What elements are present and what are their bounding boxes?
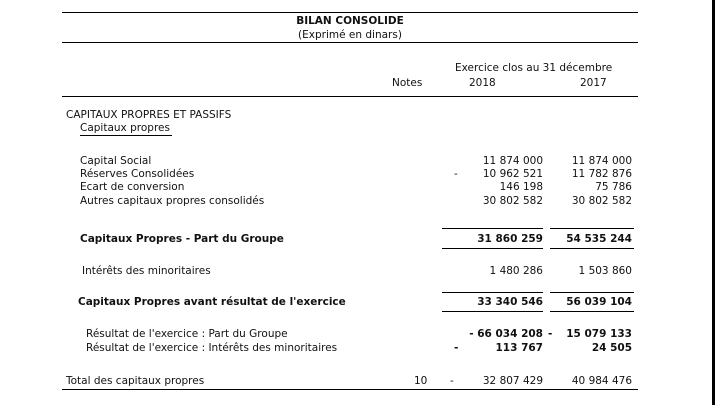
row-ecart-label: Ecart de conversion [80,181,185,193]
row-resultat-minoritaires-2017: 24 505 [591,342,632,354]
row-capital-social-2018: 11 874 000 [482,155,543,167]
part-groupe-2018-rule [442,228,543,229]
row-minoritaires-2017: 1 503 860 [578,265,632,277]
row-resultat-groupe-label: Résultat de l'exercice : Part du Groupe [86,328,288,340]
part-groupe-2017-underline [550,248,634,249]
report-title: BILAN CONSOLIDE [296,15,404,27]
total-underline [62,389,638,390]
row-part-groupe-2018: 31 860 259 [477,233,543,245]
row-minoritaires-label: Intérêts des minoritaires [82,265,211,277]
row-reserves-label: Réserves Consolidées [80,168,195,180]
row-capital-social-2017: 11 874 000 [571,155,632,167]
row-autres-label: Autres capitaux propres consolidés [80,195,265,207]
avant-resultat-2017-underline [550,311,634,312]
row-resultat-groupe-2017: 15 079 133 [566,328,632,340]
section-title: CAPITAUX PROPRES ET PASSIFS [66,109,232,121]
row-reserves-2017: 11 782 876 [571,168,632,180]
row-total-2017: 40 984 476 [571,375,632,387]
row-resultat-minoritaires-2018: 113 767 [495,342,543,354]
row-avant-resultat-2017: 56 039 104 [566,296,632,308]
row-resultat-minoritaires-2018-sign: - [454,342,459,354]
year-2018-header: 2018 [469,77,496,89]
row-total-2018: 32 807 429 [482,375,543,387]
avant-resultat-2017-rule [550,292,634,293]
header-rule [62,96,638,97]
year-2017-header: 2017 [580,77,607,89]
notes-header: Notes [392,77,423,89]
row-minoritaires-2018: 1 480 286 [489,265,543,277]
avant-resultat-2018-rule [442,292,543,293]
top-rule [62,12,638,13]
part-groupe-2018-underline [442,248,543,249]
row-ecart-2018: 146 198 [499,181,543,193]
row-avant-resultat-label: Capitaux Propres avant résultat de l'exercice [78,296,346,308]
row-total-label: Total des capitaux propres [66,375,205,387]
row-total-note: 10 [414,375,428,387]
row-total-2018-sign: - [450,375,454,387]
row-resultat-groupe-2018: - 66 034 208 [469,328,543,340]
title-rule [62,42,638,43]
avant-resultat-2018-underline [442,311,543,312]
section-subtitle-underline [80,135,172,136]
row-avant-resultat-2018: 33 340 546 [477,296,543,308]
row-capital-social-label: Capital Social [80,155,152,167]
row-reserves-2018: 10 962 521 [482,168,543,180]
row-ecart-2017: 75 786 [595,181,632,193]
row-reserves-2018-sign: - [454,168,458,180]
report-subtitle: (Exprimé en dinars) [298,29,402,41]
row-part-groupe-label: Capitaux Propres - Part du Groupe [80,233,284,245]
row-autres-2018: 30 802 582 [482,195,543,207]
period-label: Exercice clos au 31 décembre [455,62,613,74]
row-autres-2017: 30 802 582 [571,195,632,207]
part-groupe-2017-rule [550,228,634,229]
row-resultat-groupe-2017-sign: - [548,328,553,340]
section-subtitle: Capitaux propres [80,122,170,134]
row-part-groupe-2017: 54 535 244 [566,233,632,245]
row-resultat-minoritaires-label: Résultat de l'exercice : Intérêts des minoritaires [86,342,338,354]
